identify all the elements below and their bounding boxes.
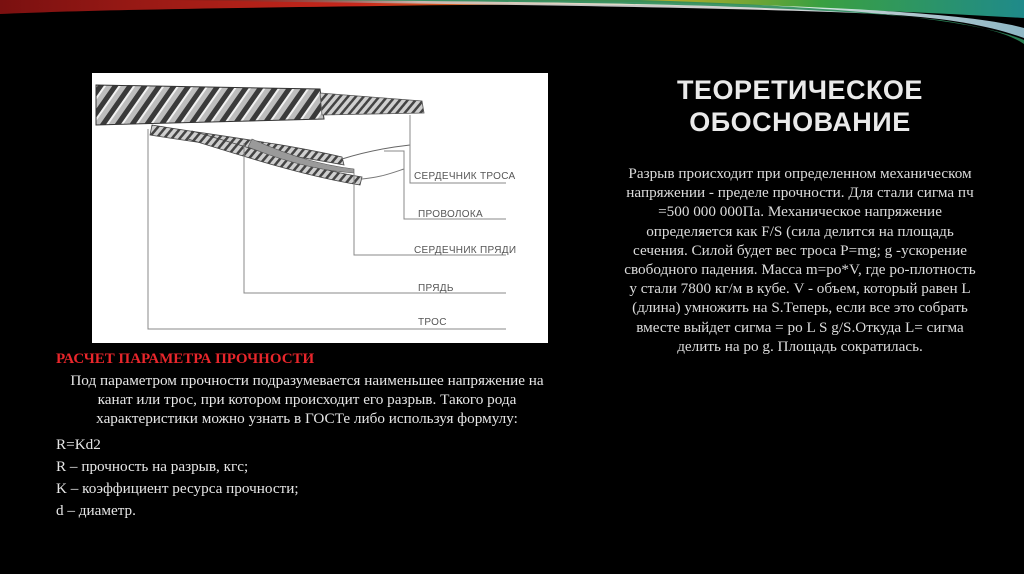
title-line-1: ТЕОРЕТИЧЕСКОЕ bbox=[677, 75, 923, 105]
label-wire: ПРОВОЛОКА bbox=[418, 209, 483, 220]
label-strand: ПРЯДЬ bbox=[418, 283, 454, 294]
strength-heading: РАСЧЕТ ПАРАМЕТРА ПРОЧНОСТИ bbox=[56, 351, 315, 367]
decorative-ribbons bbox=[0, 0, 1024, 60]
strength-parameter-block bbox=[52, 350, 562, 522]
formula-def-k: K – коэффициент ресурса прочности; bbox=[56, 480, 299, 497]
rope-structure-figure bbox=[92, 73, 548, 343]
formula-def-d: d – диаметр. bbox=[56, 502, 136, 519]
title-line-2: ОБОСНОВАНИЕ bbox=[689, 107, 911, 137]
formula-def-r: R – прочность на разрыв, кгс; bbox=[56, 458, 249, 475]
label-rope: ТРОС bbox=[418, 317, 447, 328]
label-strand-core: СЕРДЕЧНИК ПРЯДИ bbox=[414, 245, 517, 256]
label-rope-core: СЕРДЕЧНИК ТРОСА bbox=[414, 171, 516, 182]
formula: R=Kd2 bbox=[56, 436, 101, 453]
strength-paragraph: Под параметром прочности подразумевается наименьшее напряжение на канат или трос, при котором происходит его разрыв. Такого рода характеристики можно узнать в ГОСТе либо используя формулу: bbox=[70, 372, 544, 427]
theory-paragraph: Разрыв происходит при определенном механическом напряжении - пределе прочности. Для стали сигма пч =500 000 000Па. Механическое напряжение определяется как F/S (сила делится на площадь сечения. Силой будет вес троса P=mg; g -ускорение свободного падения. Масса m=po*V, где po-плотность у стали 7800 кг/м в кубе. V - объем, который равен L (длина) умножить на S.Теперь, если все это собрать вместе выйдет сигма = po L S g/S.Откуда L= сигма делить на po g. Площадь сократилась. bbox=[624, 165, 976, 355]
slide-title bbox=[630, 74, 970, 138]
rope-illustration bbox=[92, 73, 548, 343]
formula-list bbox=[56, 434, 562, 522]
